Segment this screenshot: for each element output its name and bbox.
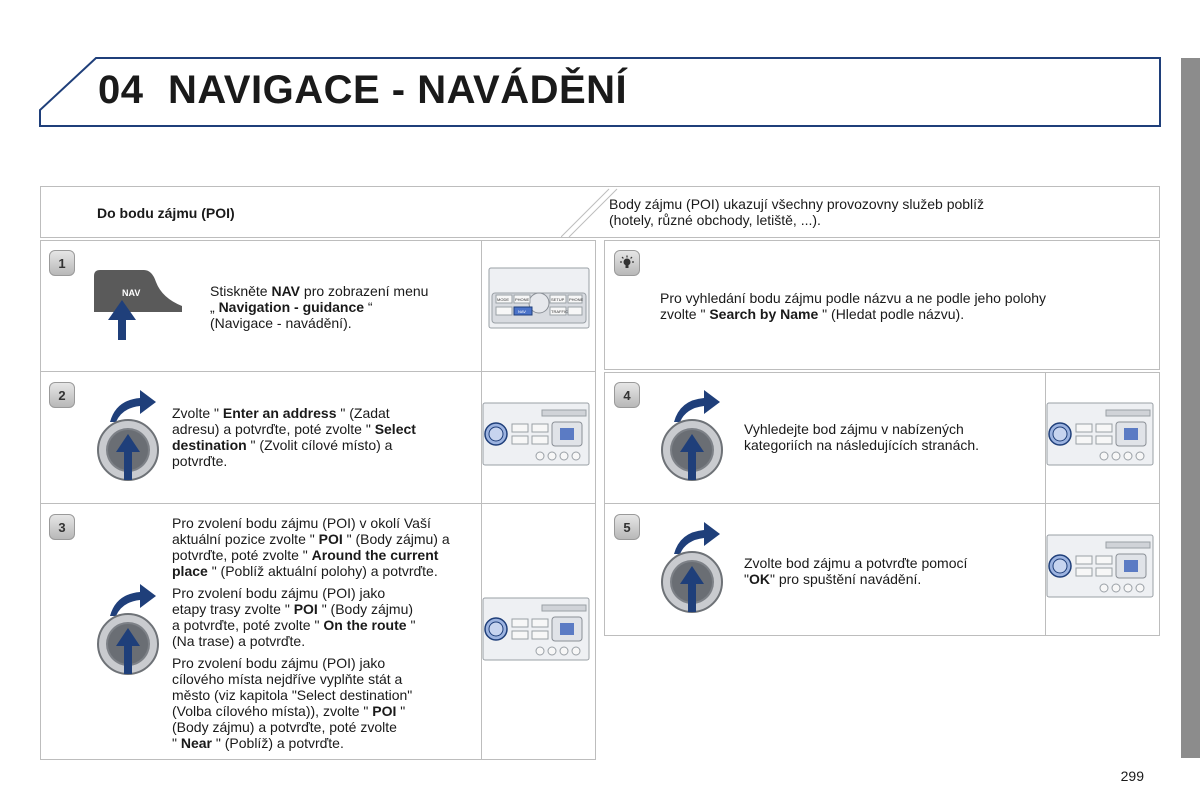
- intro-title: Do bodu zájmu (POI): [97, 205, 235, 221]
- radio-panel-knob-thumbnail: [482, 597, 590, 661]
- intro-description: Body zájmu (POI) ukazují všechny provozovny služeb poblíž (hotely, různé obchody, letiště, ...).: [609, 196, 985, 228]
- step-3-badge: 3: [49, 514, 75, 540]
- step-4-text: Vyhledejte bod zájmu v nabízených kategoriích na následujících stranách.: [744, 421, 980, 453]
- radio-panel-knob-thumbnail: [1046, 402, 1154, 466]
- step-5-badge: 5: [614, 514, 640, 540]
- chapter-title: NAVIGACE - NAVÁDĚNÍ: [168, 68, 628, 112]
- step-2-badge: 2: [49, 382, 75, 408]
- step-2-text: Zvolte " Enter an address " (Zadat adresu) a potvrďte, poté zvolte " Select destination " (Zvolit cílové místo) a potvrďte.: [172, 405, 416, 469]
- svg-text:NAV: NAV: [518, 309, 526, 314]
- nav-button-press-icon: [92, 268, 188, 344]
- rotary-knob-rotate-press-icon: [660, 520, 724, 616]
- svg-text:TRAFFIC: TRAFFIC: [551, 309, 568, 314]
- step-3-text: Pro zvolení bodu zájmu (POI) v okolí Vaší aktuální pozice zvolte " POI " (Body zájmu) a potvrďte, poté zvolte " Around the current place " (Poblíž aktuální polohy) a potvrďte. Pro zvolení bodu zájmu (POI) jako etapy trasy zvolte " POI " (Body zájmu) a potvrďte, poté zvolte " On the route " (Na trase) a potvrďte. Pro zvolení bodu zájmu (POI) jako cílového místa nejdříve vyplňte stát a město (viz kapitola "Select destination" (Volba cílového místa)), zvolte " POI " (Body zájmu) a potvrďte, poté zvolte " Near " (Poblíž) a potvrďte.: [172, 515, 450, 751]
- page-number: 299: [1120, 768, 1144, 784]
- rotary-knob-rotate-press-icon: [96, 582, 160, 678]
- chapter-number: 04: [98, 68, 144, 112]
- step-1-badge: 1: [49, 250, 75, 276]
- radio-panel-nav-thumbnail: [488, 267, 590, 329]
- step-1-text: Stiskněte NAV pro zobrazení menu „ Navigation - guidance “ (Navigace - navádění).: [210, 283, 429, 331]
- svg-text:SETUP: SETUP: [551, 297, 565, 302]
- svg-text:PHONE: PHONE: [515, 297, 530, 302]
- rotary-knob-rotate-press-icon: [96, 388, 160, 484]
- svg-text:MODE: MODE: [497, 297, 509, 302]
- rotary-knob-rotate-press-icon: [660, 388, 724, 484]
- step-4-badge: 4: [614, 382, 640, 408]
- tip-text: Pro vyhledání bodu zájmu podle názvu a ne podle jeho polohy zvolte " Search by Name " (Hledat podle názvu).: [660, 290, 1047, 322]
- svg-text:PHONE: PHONE: [569, 297, 584, 302]
- radio-panel-knob-thumbnail: [1046, 534, 1154, 598]
- chapter-side-tab: [1181, 58, 1200, 758]
- svg-text:NAV: NAV: [122, 288, 141, 298]
- step-5-text: Zvolte bod zájmu a potvrďte pomocí "OK" pro spuštění navádění.: [744, 555, 968, 587]
- intro-section: [40, 186, 1160, 238]
- tip-lightbulb-icon: [614, 250, 640, 276]
- radio-panel-knob-thumbnail: [482, 402, 590, 466]
